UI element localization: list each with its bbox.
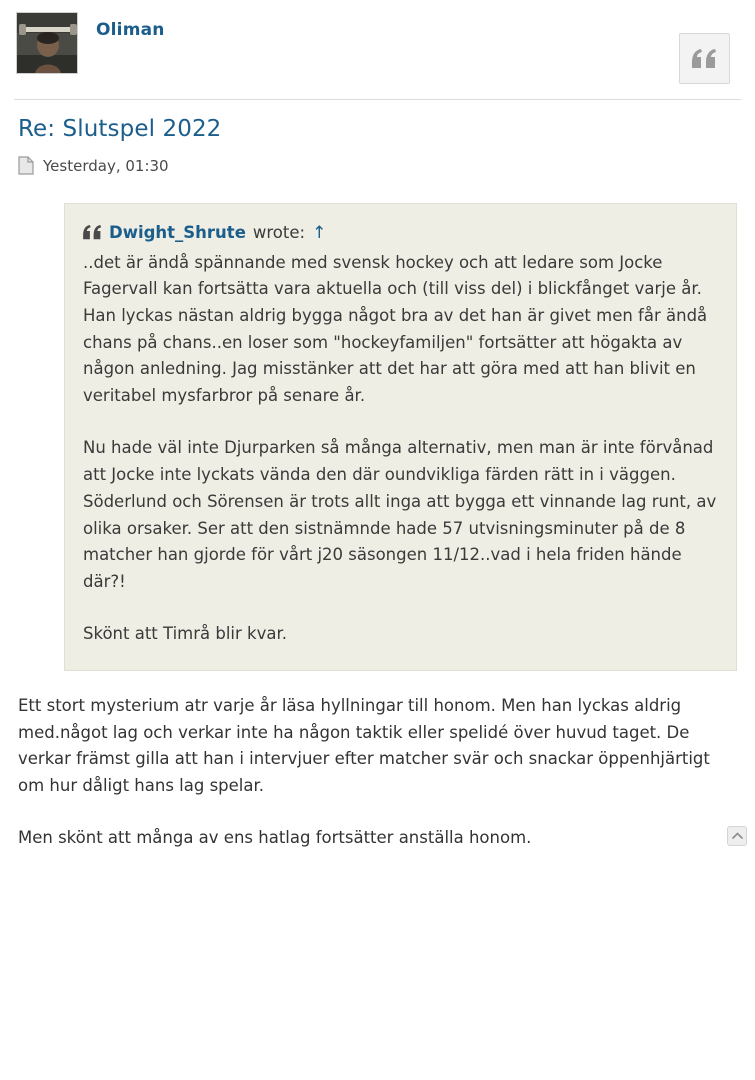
blockquote	[64, 203, 737, 671]
quote-button[interactable]	[679, 33, 730, 84]
post-paragraph: Ett stort mysterium atr varje år läsa hyllningar till honom. Men han lyckas aldrig med.något lag och verkar inte ha någon taktik eller spelidé över huvud taget. De verkar främst gilla att han i intervjuer efter matcher svär och snackar öppenhjärtigt om hur dåligt hans lag spelar.	[18, 696, 710, 796]
avatar-image	[17, 13, 78, 74]
quote-paragraph: ..det är ändå spännande med svensk hockey och att ledare som Jocke Fagervall kan fortsätta vara aktuella och (till viss del) i blickfånget varje år. Han lyckas nästan aldrig bygga något bra av det han är givet men får ändå chans på chans..en loser som "hockeyfamiljen" fortsätter att högakta av någon anledning. Jag misstänker att det har att göra med att han blivit en veritabel mysfarbror på senare år.	[83, 252, 708, 406]
post-paragraph: Men skönt att många av ens hatlag fortsätter anställa honom.	[18, 828, 532, 848]
post-author-name[interactable]: Oliman	[96, 20, 165, 40]
post-meta	[18, 156, 737, 175]
jump-to-post-link[interactable]: ↑	[312, 223, 327, 243]
quote-attribution	[83, 220, 718, 248]
quote-icon	[692, 49, 717, 69]
quote-wrote-label: wrote:	[252, 223, 306, 242]
post-header	[0, 0, 755, 100]
header-divider	[14, 99, 741, 100]
back-to-top-button[interactable]	[727, 826, 747, 846]
chevron-up-icon	[732, 832, 743, 840]
post-timestamp: Yesterday, 01:30	[43, 156, 169, 175]
avatar[interactable]	[16, 12, 78, 74]
page-icon	[18, 156, 34, 175]
post-body	[0, 671, 755, 852]
quote-author[interactable]: Dwight_Shrute	[109, 223, 246, 242]
quote-paragraph: Nu hade väl inte Djurparken så många alternativ, men man är inte förvånad att Jocke inte lyckats vända den där oundvikliga färden rätt in i väggen. Söderlund och Sörensen är trots allt inga att bygga ett vinnande lag runt, av olika orsaker. Ser att den sistnämnde hade 57 utvisningsminuter på de 8 matcher han gjorde för vårt j20 säsongen 11/12..vad i hela friden hände där?!	[83, 438, 717, 591]
page-title[interactable]: Re: Slutspel 2022	[18, 116, 222, 142]
quote-paragraph: Skönt att Timrå blir kvar.	[83, 624, 287, 644]
title-block	[0, 100, 755, 175]
quote-icon	[83, 222, 102, 249]
